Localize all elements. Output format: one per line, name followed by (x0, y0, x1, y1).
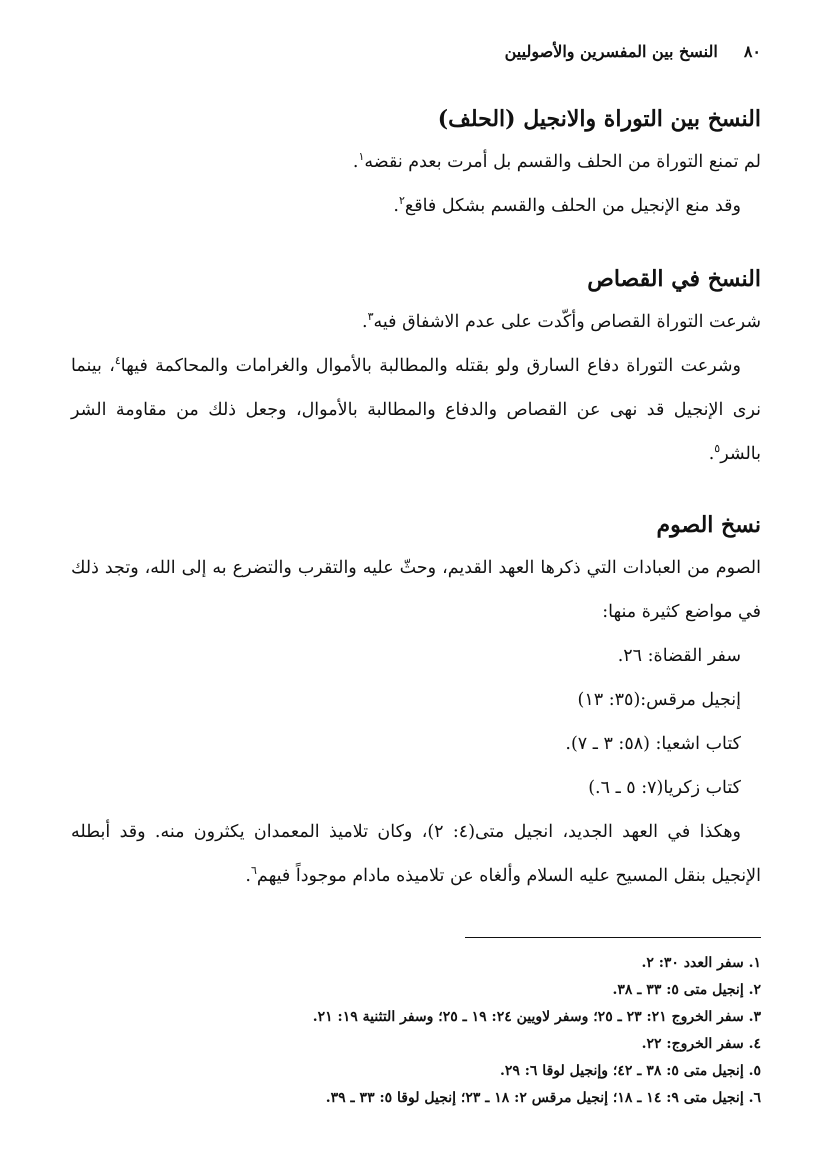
paragraph: الصوم من العبادات التي ذكرها العهد القديم، وحثّ عليه والتقرب والتضرع به إلى الله، وتجد ذلك في مواضع كثيرة منها: (71, 558, 761, 622)
paragraph: وهكذا في العهد الجديد، انجيل متى(٤: ٢)، وكان تلاميذ المعمدان يكثرون منه. وقد أبطله الإنجيل بنقل المسيح عليه السلام وألغاه عن تلاميذه مادام موجوداً فيهم$^٦$. (71, 822, 761, 886)
paragraph: لم تمنع التوراة من الحلف والقسم بل أمرت بعدم نقضه$^١$. (352, 150, 761, 172)
section-heading-fasting: نسخ الصوم (656, 512, 761, 538)
page-number: ٨٠ (743, 42, 761, 61)
footnote-ref: ٥ (714, 442, 721, 456)
section-heading-retaliation: النسخ في القصاص (587, 266, 761, 292)
paragraph: شرعت التوراة القصاص وأكّدت على عدم الاشفاق فيه$^٣$. (362, 310, 761, 332)
paragraph: وشرعت التوراة دفاع السارق ولو بقتله والمطالبة بالأموال والغرامات والمحاكمة فيها$^٤$، بينما نرى الإنجيل قد نهى عن القصاص والدفاع والمطالبة بالأموال، وجعل ذلك من مقاومة الشر بالشر$^٥$. (71, 354, 761, 464)
paragraph: وقد منع الإنجيل من الحلف والقسم بشكل فاقع$^٢$. (393, 194, 741, 216)
list-item: كتاب زكريا(٧: ٥ ـ ٦.) (588, 778, 741, 798)
footnote-ref: ٣ (367, 310, 374, 324)
list-item: سفر القضاة: ٢٦. (617, 646, 741, 666)
section-heading-oath: النسخ بين التوراة والانجيل (الحلف) (437, 106, 761, 132)
footnote: ٣. سفر الخروج ٢١: ٢٣ ـ ٢٥؛ وسفر لاويين ٢٤: ١٩ ـ ٢٥؛ وسفر التثنية ١٩: ٢١. (312, 1009, 761, 1025)
footnote-ref: ١ (358, 150, 365, 164)
list-item: كتاب اشعيا: (٥٨: ٣ ـ ٧). (565, 734, 741, 754)
footnote: ٦. إنجيل متى ٩: ١٤ ـ ١٨؛ إنجيل مرقس ٢: ١٨ ـ ٢٣؛ إنجيل لوقا ٥: ٣٣ ـ ٣٩. (325, 1090, 761, 1106)
page-body (71, 98, 761, 898)
footnote: ٢. إنجيل متى ٥: ٣٣ ـ ٣٨. (612, 982, 761, 998)
footnote: ٤. سفر الخروج: ٢٢. (641, 1036, 761, 1052)
running-header (71, 38, 761, 66)
footnote-ref: ٤ (114, 354, 121, 368)
footnote-ref: ٦ (251, 864, 257, 878)
list-item: إنجيل مرقس:(٣٥: ١٣) (577, 690, 741, 710)
footnote-ref: ٢ (398, 194, 405, 208)
running-title: النسخ بين المفسرين والأصوليين (504, 42, 718, 61)
footnote: ٥. إنجيل متى ٥: ٣٨ ـ ٤٢؛ وإنجيل لوقا ٦: ٢٩. (499, 1063, 761, 1079)
footnote-divider (465, 937, 761, 938)
footnote: ١. سفر العدد ٣٠: ٢. (641, 955, 761, 971)
footnotes (71, 950, 761, 1112)
